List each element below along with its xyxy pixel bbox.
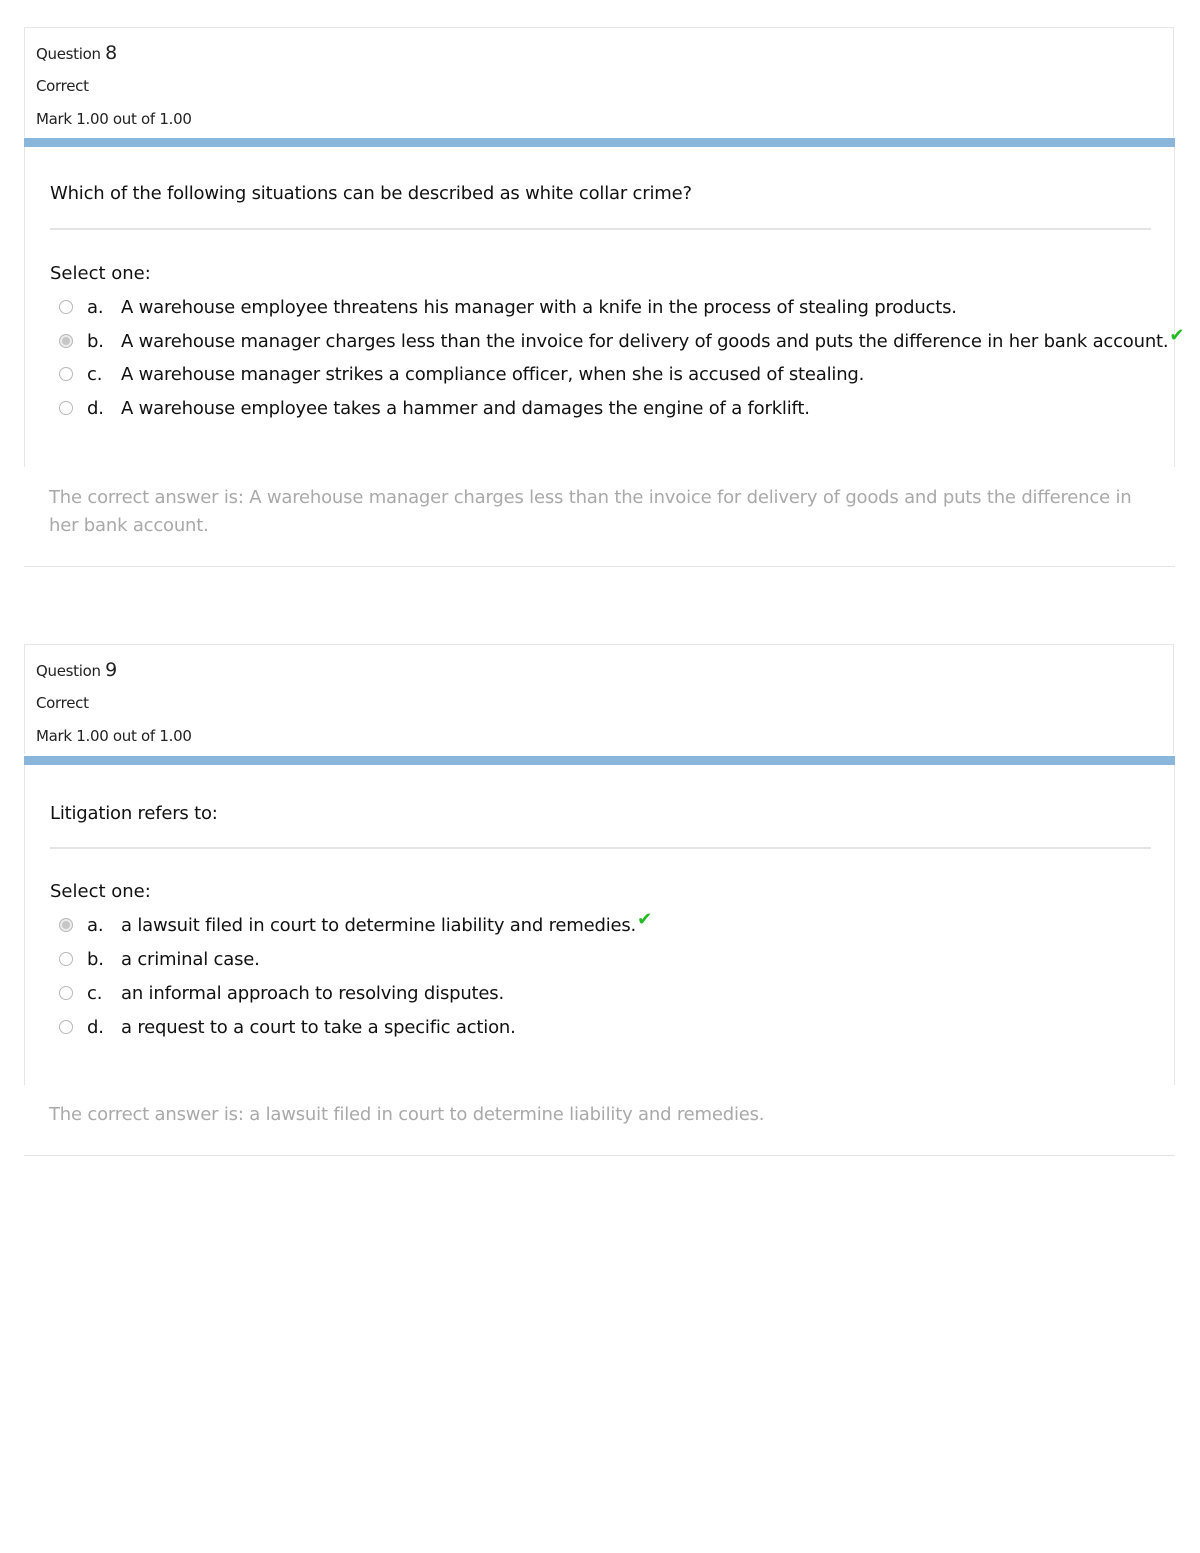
- question-9: [0, 644, 1200, 1164]
- question-8: [0, 27, 1200, 587]
- radio-button[interactable]: [59, 367, 73, 381]
- answer-letter: a.: [87, 915, 104, 936]
- question-content: [24, 147, 1185, 467]
- question-number: [36, 42, 117, 64]
- radio-button-selected[interactable]: [59, 918, 73, 932]
- question-number-value: 8: [105, 42, 117, 64]
- question-text: Which of the following situations can be described as white collar crime?: [50, 183, 692, 204]
- radio-button[interactable]: [59, 401, 73, 415]
- answer-letter: b.: [87, 331, 104, 352]
- question-state: Correct: [36, 694, 89, 712]
- answer-text-wrap: [121, 325, 1185, 352]
- correct-answer-feedback: The correct answer is: A warehouse manager charges less than the invoice for delivery of goods and puts the difference in her bank account.: [49, 487, 1132, 536]
- question-number-value: 9: [105, 659, 117, 681]
- answer-letter: d.: [87, 398, 104, 419]
- question-number: [36, 659, 117, 681]
- question-separator: [24, 566, 1175, 567]
- question-separator: [24, 1155, 1175, 1156]
- radio-button[interactable]: [59, 300, 73, 314]
- question-label: Question: [36, 45, 101, 63]
- radio-button-selected[interactable]: [59, 334, 73, 348]
- answer-letter: c.: [87, 364, 103, 385]
- radio-button[interactable]: [59, 986, 73, 1000]
- question-accent-bar: [24, 756, 1175, 765]
- check-icon: ✔: [1169, 325, 1185, 346]
- select-one-prompt: Select one:: [50, 881, 151, 902]
- question-label: Question: [36, 662, 101, 680]
- answer-text: A warehouse manager strikes a compliance officer, when she is accused of stealing.: [121, 364, 865, 385]
- question-content: [24, 765, 1175, 1085]
- divider: [50, 847, 1151, 849]
- answer-letter: a.: [87, 297, 104, 318]
- divider: [50, 228, 1151, 230]
- question-info: [24, 27, 1174, 137]
- answer-text: A warehouse manager charges less than the invoice for delivery of goods and puts the difference in her bank account.: [121, 331, 1169, 352]
- answer-letter: d.: [87, 1017, 104, 1038]
- radio-button[interactable]: [59, 1020, 73, 1034]
- question-grade: Mark 1.00 out of 1.00: [36, 110, 192, 128]
- check-icon: ✔: [637, 909, 652, 930]
- answer-letter: c.: [87, 983, 103, 1004]
- question-info: [24, 644, 1174, 754]
- answer-letter: b.: [87, 949, 104, 970]
- answer-text-wrap: [121, 909, 652, 936]
- question-grade: Mark 1.00 out of 1.00: [36, 727, 192, 745]
- answer-text: a request to a court to take a specific action.: [121, 1017, 516, 1038]
- answer-text: A warehouse employee takes a hammer and damages the engine of a forklift.: [121, 398, 810, 419]
- answer-text: an informal approach to resolving disputes.: [121, 983, 504, 1004]
- answer-text: a lawsuit filed in court to determine liability and remedies.: [121, 915, 637, 936]
- select-one-prompt: Select one:: [50, 263, 151, 284]
- question-state: Correct: [36, 77, 89, 95]
- question-text: Litigation refers to:: [50, 803, 218, 824]
- answer-text: A warehouse employee threatens his manager with a knife in the process of stealing products.: [121, 297, 957, 318]
- radio-button[interactable]: [59, 952, 73, 966]
- question-accent-bar: [24, 138, 1175, 147]
- correct-answer-feedback: The correct answer is: a lawsuit filed in court to determine liability and remedies.: [49, 1104, 765, 1125]
- answer-text: a criminal case.: [121, 949, 260, 970]
